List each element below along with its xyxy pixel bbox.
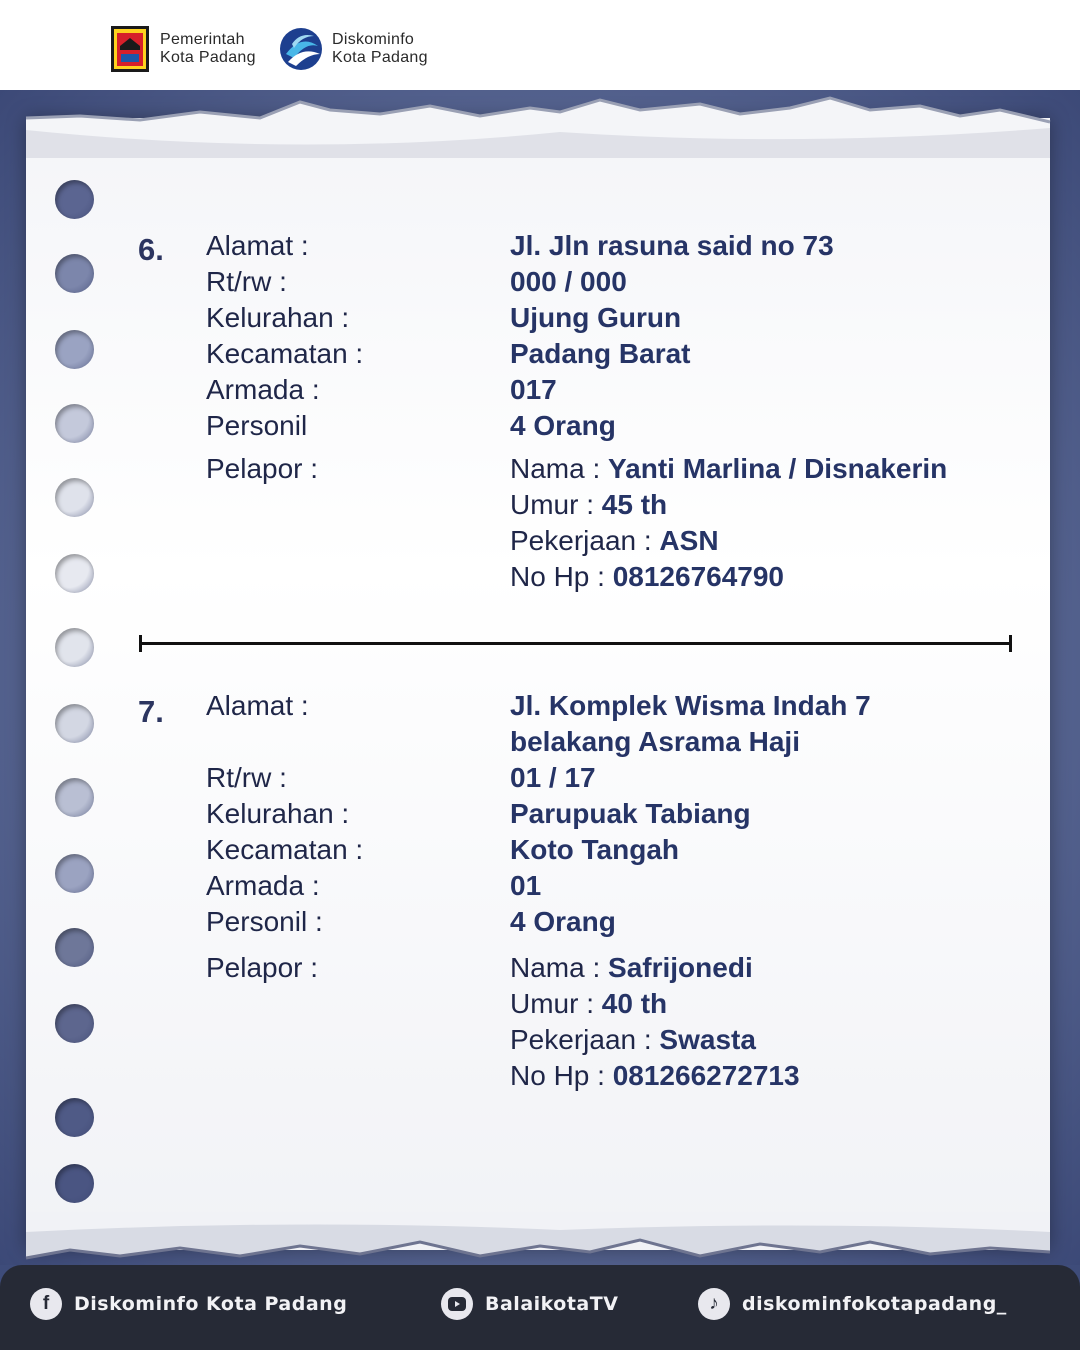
kominfo-logo: [278, 24, 428, 74]
binder-hole: [55, 928, 94, 967]
pelapor-value: 08126764790: [612, 561, 784, 592]
binder-hole: [55, 1164, 94, 1203]
pelapor-key: Pekerjaan :: [510, 525, 660, 556]
entry-6-label-rtrw: Rt/rw :: [206, 266, 287, 297]
entry-7-pelapor-umur: [510, 988, 667, 1020]
entry-6-label-pelapor: Pelapor :: [206, 453, 319, 484]
pelapor-value: Safrijonedi: [608, 952, 753, 983]
entry-6-pelapor-pekerjaan: [510, 525, 719, 557]
entry-6-label-kecamatan: Kecamatan :: [206, 338, 364, 369]
entry-6-value-personil: 4 Orang: [510, 410, 616, 441]
facebook-text: Diskominfo Kota Padang: [74, 1293, 348, 1315]
entry-7-label-rtrw: Rt/rw :: [206, 762, 287, 793]
pelapor-value: ASN: [659, 525, 719, 556]
binder-hole: [55, 404, 94, 443]
pelapor-value: 081266272713: [612, 1060, 800, 1091]
entry-7-value-rtrw: 01 / 17: [510, 762, 596, 793]
torn-paper-top: [0, 88, 1080, 158]
footer-bar: [0, 1265, 1080, 1350]
binder-hole: [55, 180, 94, 219]
entry-6-value-rtrw: 000 / 000: [510, 266, 627, 297]
entry-6-value-kecamatan: Padang Barat: [510, 338, 691, 369]
binder-hole: [55, 330, 94, 369]
entry-7-value-kelurahan: Parupuak Tabiang: [510, 798, 751, 829]
youtube-text: BalaikotaTV: [485, 1293, 619, 1315]
header: [0, 0, 1080, 90]
facebook-link[interactable]: [30, 1283, 347, 1325]
pelapor-key: No Hp :: [510, 561, 613, 592]
pelapor-key: Nama :: [510, 952, 609, 983]
entry-6-value-armada: 017: [510, 374, 557, 405]
entry-7-pelapor-nama: [510, 952, 753, 984]
binder-hole: [55, 628, 94, 667]
entry-6-value-alamat: Jl. Jln rasuna said no 73: [510, 230, 834, 261]
entry-7-value-alamat: Jl. Komplek Wisma Indah 7: [510, 690, 871, 721]
entry-7-label-kelurahan: Kelurahan :: [206, 798, 350, 829]
entry-6-pelapor-umur: [510, 489, 667, 521]
entry-7-label-armada: Armada :: [206, 870, 320, 901]
entry-7-label-pelapor: Pelapor :: [206, 952, 319, 983]
kominfo-line2: Kota Padang: [332, 49, 428, 66]
entry-7-label-personil: Personil :: [206, 906, 323, 937]
binder-hole: [55, 704, 94, 743]
pelapor-key: Umur :: [510, 489, 602, 520]
pelapor-value: 45 th: [601, 489, 668, 520]
entry-7-pelapor-pekerjaan: [510, 1024, 756, 1056]
entry-6-label-kelurahan: Kelurahan :: [206, 302, 350, 333]
entry-6-label-armada: Armada :: [206, 374, 320, 405]
entry-6-value-kelurahan: Ujung Gurun: [510, 302, 682, 333]
binder-hole: [55, 1098, 94, 1137]
binder-hole: [55, 554, 94, 593]
kominfo-globe-icon: [278, 24, 324, 74]
pelapor-value: 40 th: [601, 988, 668, 1019]
pemko-line2: Kota Padang: [160, 49, 256, 66]
entry-divider: [139, 642, 1012, 645]
entry-6-number: 6.: [138, 232, 164, 267]
entry-7-value-armada: 01: [510, 870, 542, 901]
tiktok-link[interactable]: [698, 1283, 1007, 1325]
pemko-crest-icon: [108, 24, 152, 74]
entry-6-label-personil: Personil: [206, 410, 308, 441]
entry-6-label-alamat: Alamat :: [206, 230, 309, 261]
entry-7-value-alamat-line2: belakang Asrama Haji: [510, 726, 800, 757]
kominfo-line1: Diskominfo: [332, 31, 415, 48]
youtube-icon: [441, 1288, 473, 1320]
facebook-icon: f: [30, 1288, 62, 1320]
youtube-link[interactable]: [441, 1283, 618, 1325]
binder-hole: [55, 778, 94, 817]
binder-hole: [55, 254, 94, 293]
binder-hole: [55, 478, 94, 517]
entry-6-pelapor-nohp: [510, 561, 784, 593]
pelapor-key: No Hp :: [510, 1060, 613, 1091]
tiktok-text: diskominfokotapadang_: [742, 1293, 1007, 1315]
binder-hole: [55, 854, 94, 893]
torn-paper-bottom: [0, 1212, 1080, 1272]
entry-7-value-kecamatan: Koto Tangah: [510, 834, 680, 865]
entry-7-number: 7.: [138, 694, 164, 729]
tiktok-icon: ♪: [698, 1288, 730, 1320]
pelapor-key: Umur :: [510, 988, 602, 1019]
entry-7-label-alamat: Alamat :: [206, 690, 309, 721]
pelapor-key: Nama :: [510, 453, 609, 484]
entry-7-pelapor-nohp: [510, 1060, 800, 1092]
pelapor-key: Pekerjaan :: [510, 1024, 660, 1055]
entry-6-pelapor-nama: [510, 453, 947, 485]
binder-hole: [55, 1004, 94, 1043]
entry-7-value-personil: 4 Orang: [510, 906, 616, 937]
pelapor-value: Swasta: [659, 1024, 756, 1055]
pemko-logo: [108, 24, 256, 74]
pelapor-value: Yanti Marlina / Disnakerin: [608, 453, 948, 484]
entry-7-label-kecamatan: Kecamatan :: [206, 834, 364, 865]
pemko-line1: Pemerintah: [160, 31, 245, 48]
